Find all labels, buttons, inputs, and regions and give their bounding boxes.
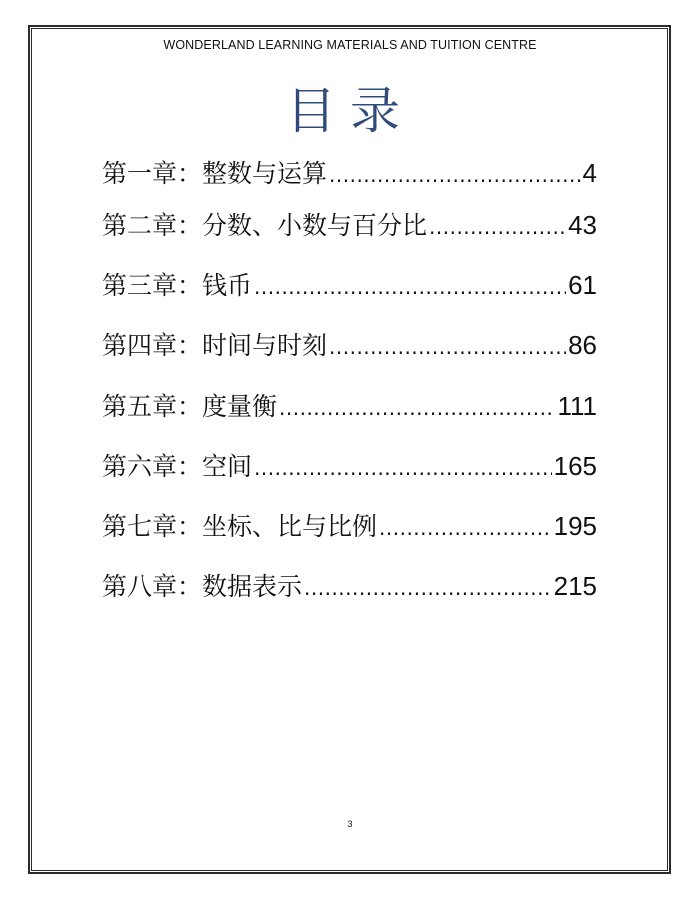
toc-entry-page: 111	[557, 390, 597, 421]
toc-entry[interactable]	[102, 160, 597, 212]
toc-entry-page: 165	[553, 450, 597, 481]
toc-entry-label: 第六章：空间	[102, 451, 253, 481]
toc-entry-label: 第五章：度量衡	[102, 391, 278, 421]
toc-entry-label: 第一章：整数与运算	[102, 159, 328, 188]
toc-dot-leader	[279, 398, 555, 418]
toc-dot-leader	[429, 217, 566, 237]
toc-entry-page: 86	[568, 330, 597, 361]
toc-entry[interactable]	[102, 510, 597, 573]
toc-entry-label: 第四章：时间与时刻	[102, 331, 328, 361]
page-number: 3	[347, 819, 353, 829]
table-of-contents	[102, 160, 597, 633]
toc-dot-leader	[304, 578, 552, 598]
toc-dot-leader	[329, 165, 581, 185]
toc-entry[interactable]	[102, 573, 597, 633]
toc-entry-label: 第三章：钱币	[102, 271, 253, 301]
toc-entry-label: 第七章：坐标、比与比例	[102, 511, 378, 541]
toc-entry-label: 第二章：分数、小数与百分比	[102, 211, 428, 240]
toc-dot-leader	[379, 518, 552, 538]
toc-dot-leader	[329, 337, 566, 357]
toc-entry-label: 第八章：数据表示	[102, 572, 303, 602]
toc-entry-page: 195	[553, 510, 597, 541]
page-header: WONDERLAND LEARNING MATERIALS AND TUITION CENTRE	[163, 38, 537, 52]
toc-dot-leader	[254, 277, 566, 297]
toc-dot-leader	[254, 458, 552, 478]
toc-entry-page: 61	[568, 270, 597, 301]
toc-entry-page: 215	[553, 571, 597, 602]
toc-entry[interactable]	[102, 332, 597, 392]
toc-entry-page: 43	[568, 210, 597, 240]
toc-entry[interactable]	[102, 450, 597, 513]
page-title: 目录	[286, 82, 414, 140]
toc-entry[interactable]	[102, 272, 597, 332]
toc-entry-page: 4	[582, 158, 597, 188]
toc-entry[interactable]	[102, 212, 597, 272]
toc-entry[interactable]	[102, 390, 597, 453]
